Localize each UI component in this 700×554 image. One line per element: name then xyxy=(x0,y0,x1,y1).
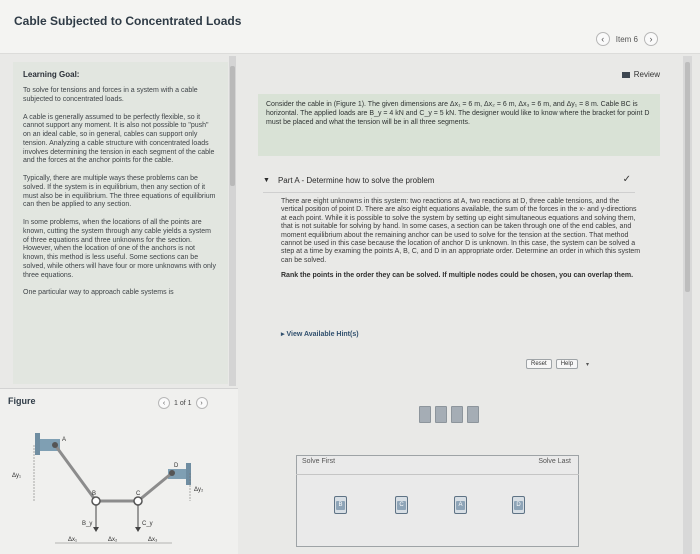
part-a-header[interactable] xyxy=(263,170,635,190)
review-icon xyxy=(622,72,630,78)
solve-last-label: Solve Last xyxy=(538,458,571,465)
empty-piece-slot xyxy=(435,406,447,423)
triangle-right-icon: ▸ xyxy=(281,331,285,338)
learning-paragraph: In some problems, when the locations of all the points are known, cutting the system through any cable yields a system of three equations and three unknowns for the section. However, when the location of one of the anchors is not known, this method is less useful. Some sections can be solved, while others will have four or more unknowns with only three equations. xyxy=(23,219,216,279)
learning-paragraph: To solve for tensions and forces in a system with a cable subjected to concentrated loads. xyxy=(23,87,198,103)
label-dy1: Δy₁ xyxy=(12,473,22,479)
hint-link-label: View Available Hint(s) xyxy=(286,331,359,338)
left-wall xyxy=(35,433,40,455)
empty-piece-slot xyxy=(467,406,479,423)
label-d: D xyxy=(174,463,179,469)
node-d xyxy=(169,470,175,476)
caret-down-icon: ▼ xyxy=(263,176,270,184)
learning-paragraph: A cable is generally assumed to be perfectly flexible, so it cannot support any moment. It is also not possible to "push" on an ideal cable, so in general, cables can support only tension. Analyzing a cable structure with concentrated loads involves determining the tension in each segment of the cable and the forces at the anchor points for the cable. xyxy=(23,113,215,165)
page-title: Cable Subjected to Concentrated Loads xyxy=(14,14,242,28)
label-b: B xyxy=(92,491,97,497)
cable-figure xyxy=(0,411,238,551)
load-by-head xyxy=(93,527,99,532)
load-cy-head xyxy=(135,527,141,532)
label-dx2: Δx₂ xyxy=(108,537,118,543)
label-a: A xyxy=(62,437,67,443)
left-scroll-thumb[interactable] xyxy=(230,66,235,186)
label-cy: C_y xyxy=(142,521,153,527)
node-chip-d[interactable] xyxy=(512,496,525,514)
cable-cd xyxy=(138,473,172,501)
label-dx1: Δx₁ xyxy=(68,537,78,543)
item-label: Item 6 xyxy=(615,34,638,44)
item-navigation xyxy=(596,32,658,46)
label-dy2: Δy₂ xyxy=(194,487,204,493)
collapse-icon[interactable]: ▾ xyxy=(586,361,590,368)
label-by: B_y xyxy=(82,521,93,527)
learning-goal-heading: Learning Goal: xyxy=(23,70,80,79)
rank-instruction: Rank the points in the order they can be solved. If multiple nodes could be chosen, you can overlap them. xyxy=(281,272,634,280)
solve-first-label: Solve First xyxy=(302,458,336,465)
problem-statement: Consider the cable in (Figure 1). The given dimensions are Δx₁ = 6 m, Δx₂ = 6 m, Δx₃ = 6 m, and Δy₁ = 8 m. Cable BC is horizontal. The applied loads are B_y = 4 kN and C_y = 5 kN. The designer would like to know where the bracket for point D must be placed and what the tension will be in all three segments. xyxy=(258,94,660,156)
help-button[interactable]: Help xyxy=(556,359,578,369)
chevron-right-icon: › xyxy=(649,34,653,44)
cable-ab xyxy=(55,445,96,501)
next-item-button[interactable] xyxy=(644,32,658,46)
chip-label: C xyxy=(397,501,406,510)
figure-title: Figure xyxy=(8,396,36,406)
drop-area-labels xyxy=(296,458,579,470)
figure-page-label: 1 of 1 xyxy=(174,399,192,407)
node-chip-c[interactable] xyxy=(395,496,408,514)
main-scroll-thumb[interactable] xyxy=(685,62,690,292)
node-c xyxy=(134,497,142,505)
part-divider xyxy=(263,192,635,193)
app-header xyxy=(0,0,700,54)
learning-goal-panel xyxy=(13,62,228,384)
empty-piece-slot xyxy=(451,406,463,423)
part-a-title: Part A - Determine how to solve the problem xyxy=(277,175,435,185)
node-chip-a[interactable] xyxy=(454,496,467,514)
figure-panel xyxy=(0,388,238,554)
review-label: Review xyxy=(633,70,660,79)
figure-next-button[interactable] xyxy=(196,397,208,409)
reset-button[interactable]: Reset xyxy=(526,359,552,369)
part-a-explanation: There are eight unknowns in this system: two reactions at A, two reactions at D, three cable tensions, and the vertical position of point D. There are also eight equations available, the sum of the forces in the x- and y-directions at each point. While it is possible to solve the system by setting up eight simultaneous equations and solving them, that is not suitable for solving by hand. In some cases, a section can be taken through one of the end cables, and moment equilibrium about the remaining anchor can be used to solve for the tension at the section. That method cannot be used in this case because the location of anchor D is unknown. In this case, the system can be solved a step at a time by examing the points A, B, C, and D in an appropriate order. Determine an order in which this system can be solved. xyxy=(281,198,641,264)
node-b xyxy=(92,497,100,505)
node-a xyxy=(52,442,58,448)
view-hints-link[interactable] xyxy=(281,330,359,338)
figure-pager xyxy=(158,397,208,409)
learning-paragraph: Typically, there are multiple ways these problems can be solved. If the system is in equilibrium, then any section of it must also be in equilibrium. The three equations of equilibrium can then be applied to any section. xyxy=(23,175,216,209)
chip-label: A xyxy=(456,501,465,510)
drop-area-divider xyxy=(296,474,579,475)
chevron-left-icon: ‹ xyxy=(162,399,166,407)
main-scrollbar[interactable] xyxy=(683,56,692,554)
review-link[interactable] xyxy=(622,70,660,79)
chevron-left-icon: ‹ xyxy=(601,34,605,44)
ranking-toolbar xyxy=(526,359,589,369)
figure-prev-button[interactable] xyxy=(158,397,170,409)
label-c: C xyxy=(136,491,141,497)
source-pieces xyxy=(419,406,479,423)
learning-paragraph: One particular way to approach cable systems is xyxy=(23,289,174,297)
part-a-body xyxy=(281,198,641,281)
chip-label: D xyxy=(514,501,523,510)
node-chip-b[interactable] xyxy=(334,496,347,514)
chevron-right-icon: › xyxy=(200,399,203,407)
empty-piece-slot xyxy=(419,406,431,423)
chip-label: B xyxy=(336,501,345,510)
checkmark-icon: ✓ xyxy=(622,174,631,185)
label-dx3: Δx₃ xyxy=(148,537,158,543)
left-scrollbar[interactable] xyxy=(229,56,236,386)
prev-item-button[interactable] xyxy=(596,32,610,46)
